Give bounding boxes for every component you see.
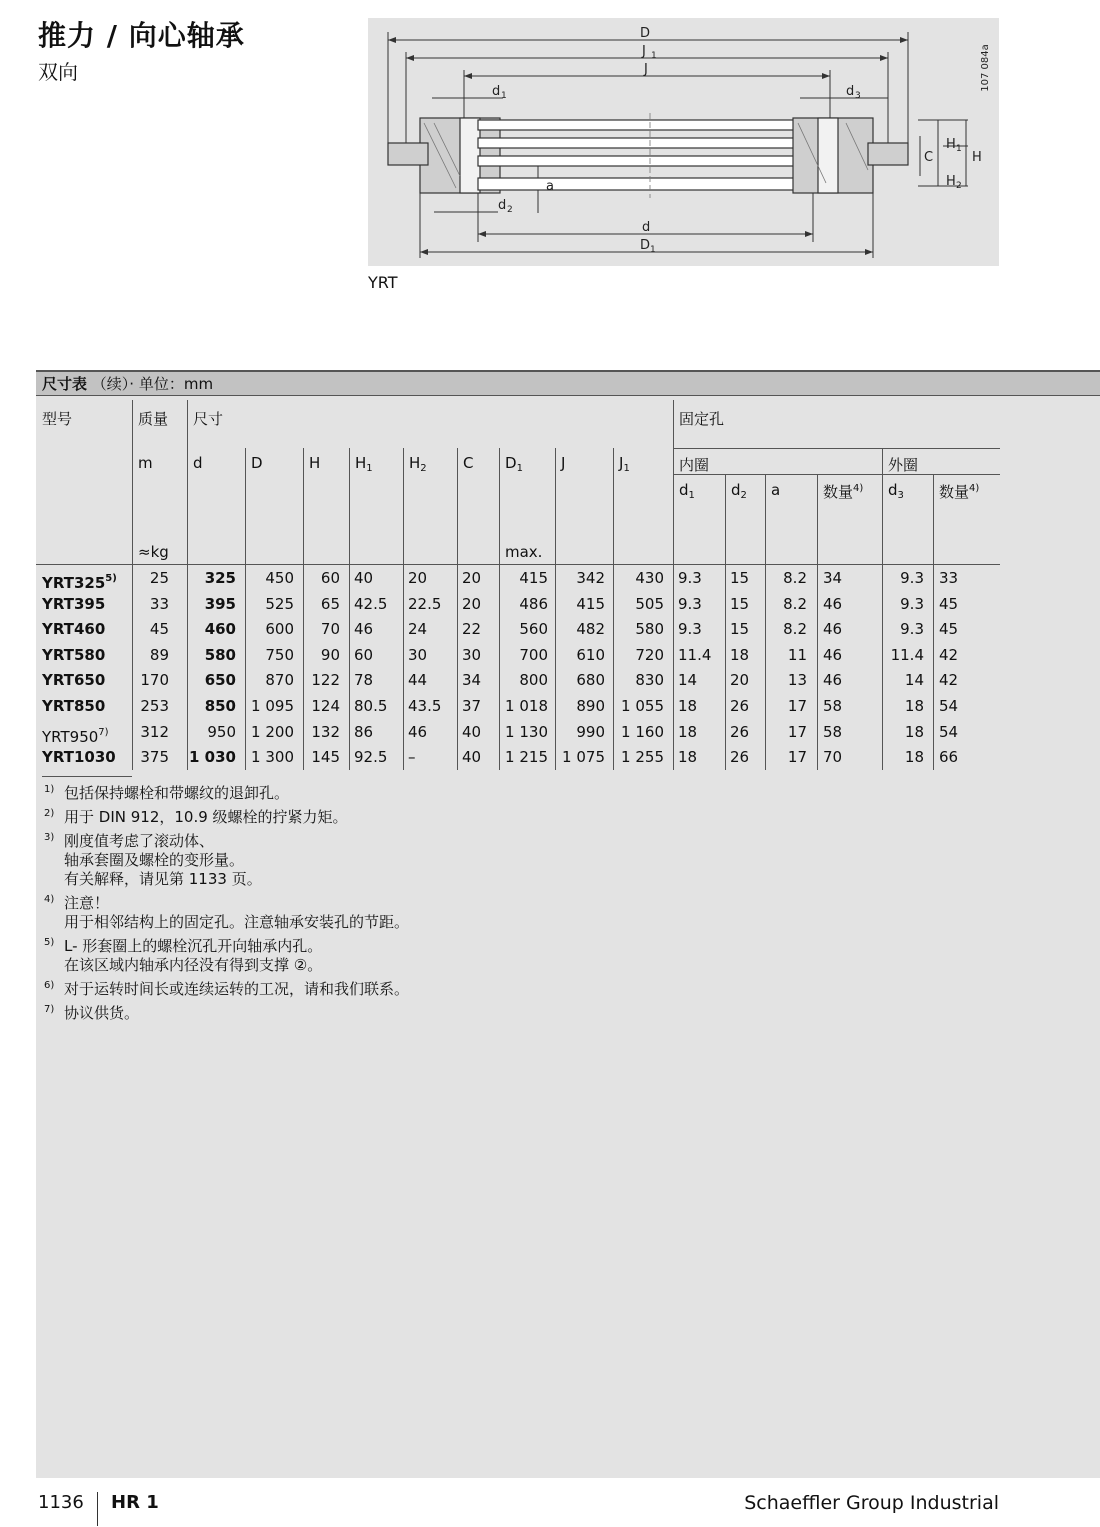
drawing-label-J: J (644, 62, 648, 77)
footnote-mark: 5) (44, 937, 55, 948)
table-row (36, 720, 1000, 745)
page-title: 推力 / 向心轴承 (38, 19, 245, 52)
footnote-line: 协议供货。 (64, 1004, 140, 1022)
cell-in-qty: 58 (823, 722, 843, 741)
cell-m: 89 (149, 645, 169, 664)
cell-d2: 15 (730, 569, 750, 587)
cell-H2: 20 (408, 569, 428, 587)
cell-H: 132 (311, 722, 340, 741)
table-row (36, 566, 1000, 591)
cell-J1: 505 (635, 594, 664, 613)
cell-d2: 15 (730, 594, 750, 613)
footnote-line: 在该区域内轴承内径没有得到支撑 ②。 (64, 956, 323, 974)
header-mass: 质量 (138, 410, 169, 428)
cell-D1: 800 (519, 671, 548, 690)
cell-a: 8.2 (783, 594, 807, 613)
footnote-line: 注意！ (64, 894, 110, 912)
page-subtitle: 双向 (38, 60, 78, 84)
cell-in-qty: 46 (823, 645, 843, 664)
cell-D: 870 (265, 671, 294, 690)
header-H2: $H_2$ (409, 454, 427, 474)
cell-C: 30 (462, 645, 482, 664)
cell-C: 37 (462, 697, 482, 715)
header-outer-qty: 数量$^{4)}$ (939, 483, 980, 501)
table-row (36, 643, 1000, 668)
cell-D1: 1 130 (505, 722, 548, 741)
cell-J1: 830 (635, 671, 664, 690)
cell-D: 1 300 (251, 748, 294, 767)
cell-in-qty: 70 (823, 748, 843, 767)
cell-a: 8.2 (783, 620, 807, 639)
footnote-line: 用于 DIN 912，10.9 级螺栓的拧紧力矩。 (64, 808, 348, 826)
footnote-line: 刚度值考虑了滚动体、 (64, 832, 215, 850)
cell-d1: 9.3 (678, 569, 702, 587)
cell-d2: 18 (730, 645, 750, 664)
drawing-label-d2: d (498, 198, 507, 213)
drawing-label-C: C (924, 150, 934, 165)
header-inner-d1: $d_1$ (679, 481, 695, 501)
header-C: C (463, 454, 474, 472)
cell-J: 990 (576, 722, 605, 741)
cell-a: 11 (787, 645, 807, 664)
footnotes (42, 784, 942, 1028)
cell-H1: 40 (354, 569, 374, 587)
cell-d1: 9.3 (678, 594, 702, 613)
cell-d3: 18 (904, 748, 924, 767)
drawing-label-d1-sub: 1 (501, 91, 507, 101)
header-m: m (138, 454, 153, 472)
cell-d2: 20 (730, 671, 750, 690)
cell-in-qty: 46 (823, 620, 843, 639)
header-inner-ring: 内圈 (679, 456, 710, 474)
cell-d1: 14 (678, 671, 698, 690)
footnote (42, 980, 942, 999)
cell-a: 8.2 (783, 569, 807, 587)
cell-m: 312 (140, 722, 169, 741)
footnote-line: 对于运转时间长或连续运转的工况，请和我们联系。 (64, 980, 410, 998)
footnote-mark: 7) (44, 1004, 55, 1015)
footnote (42, 894, 942, 932)
cell-H: 122 (311, 671, 340, 690)
cell-d2: 26 (730, 697, 750, 715)
footnote-mark: 4) (44, 894, 55, 905)
cell-H1: 78 (354, 671, 374, 690)
cell-m: 375 (140, 748, 169, 767)
cell-H: 70 (320, 620, 340, 639)
cell-J1: 1 255 (621, 748, 664, 767)
drawing-label-D: D (640, 26, 651, 41)
footer-divider (97, 1492, 98, 1526)
drawing-label-d2-sub: 2 (507, 205, 513, 215)
cell-d3: 11.4 (890, 645, 924, 664)
header-inner-qty: 数量$^{4)}$ (823, 483, 864, 501)
cell-d: 650 (204, 671, 236, 690)
cell-J: 415 (576, 594, 605, 613)
cell-d: 325 (204, 569, 236, 587)
footnote-line: 有关解释，请见第 1133 页。 (64, 870, 262, 888)
footnote-line: 轴承套圈及螺栓的变形量。 (64, 851, 245, 869)
cell-d3: 18 (904, 722, 924, 741)
footnote-mark: 3) (44, 832, 55, 843)
cell-H: 60 (320, 569, 340, 587)
cell-m: 33 (149, 594, 169, 613)
footnote (42, 1004, 942, 1023)
cell-designation: YRT1030 (42, 748, 116, 767)
drawing-label-H1: H (946, 137, 956, 152)
drawing-label-H2-sub: 2 (956, 181, 962, 191)
cell-J1: 430 (635, 569, 664, 587)
cell-J1: 720 (635, 645, 664, 664)
cell-D1: 1 018 (505, 697, 548, 715)
brand-name: Schaeffler Group Industrial (744, 1492, 999, 1514)
table-caption-title: 尺寸表 (42, 375, 88, 393)
table-caption (36, 370, 1100, 396)
cell-a: 17 (787, 697, 807, 715)
header-D1: $D_1$ (505, 454, 523, 474)
footnote (42, 937, 942, 975)
cell-d1: 18 (678, 748, 698, 767)
page-footer (0, 1478, 1100, 1527)
drawing-label-H: H (972, 150, 982, 165)
cell-H: 90 (320, 645, 340, 664)
cell-in-qty: 46 (823, 594, 843, 613)
cell-in-qty: 58 (823, 697, 843, 715)
cell-out-qty: 54 (939, 697, 959, 715)
cell-m: 45 (149, 620, 169, 639)
cell-J1: 1 055 (621, 697, 664, 715)
cell-H2: – (408, 748, 416, 767)
cell-a: 17 (787, 722, 807, 741)
cell-m: 170 (140, 671, 169, 690)
drawing-label-d3-sub: 3 (855, 91, 861, 101)
cell-out-qty: 54 (939, 722, 959, 741)
cell-d1: 18 (678, 697, 698, 715)
header-designation: 型号 (42, 410, 73, 428)
footnote-line: L- 形套圈上的螺栓沉孔开向轴承内孔。 (64, 937, 323, 955)
cell-H2: 43.5 (408, 697, 442, 715)
drawing-label-H2: H (946, 174, 956, 189)
footnote-line: 用于相邻结构上的固定孔。注意轴承安装孔的节距。 (64, 913, 410, 931)
header-outer-ring: 外圈 (888, 456, 919, 474)
dimension-table (36, 396, 1100, 776)
cell-C: 34 (462, 671, 482, 690)
cell-d2: 26 (730, 722, 750, 741)
cell-d: 1 030 (189, 748, 236, 767)
header-fixing-holes: 固定孔 (679, 410, 725, 428)
cell-J: 482 (576, 620, 605, 639)
cell-C: 40 (462, 748, 482, 767)
cell-C: 22 (462, 620, 482, 639)
cell-d3: 9.3 (900, 594, 924, 613)
drawing-label-d3: d (846, 84, 855, 99)
cell-designation: YRT460 (42, 620, 106, 639)
table-row (36, 694, 1000, 719)
cell-C: 20 (462, 569, 482, 587)
drawing-label-D1-sub: 1 (650, 245, 656, 255)
cell-H: 124 (311, 697, 340, 715)
header-J1: $J_1$ (619, 454, 630, 474)
cell-J: 680 (576, 671, 605, 690)
cell-d1: 9.3 (678, 620, 702, 639)
bearing-drawing (368, 18, 999, 266)
footnote (42, 784, 942, 803)
drawing-label-J1: J (642, 44, 646, 59)
header-m-unit: ≈kg (138, 543, 169, 561)
drawing-label-a: a (546, 179, 554, 194)
cell-d3: 14 (904, 671, 924, 690)
cell-H2: 46 (408, 722, 428, 741)
cell-in-qty: 46 (823, 671, 843, 690)
cell-H: 145 (311, 748, 340, 767)
header-d: d (193, 454, 203, 472)
header-D: D (251, 454, 263, 472)
cell-J: 890 (576, 697, 605, 715)
cell-D: 450 (265, 569, 294, 587)
cell-m: 253 (140, 697, 169, 715)
cell-D1: 1 215 (505, 748, 548, 767)
cell-d1: 11.4 (678, 645, 712, 664)
cell-d3: 18 (904, 697, 924, 715)
header-outer-d3: $d_3$ (888, 481, 904, 501)
cell-designation: YRT650 (42, 671, 106, 690)
cell-d2: 26 (730, 748, 750, 767)
footnote-mark: 1) (44, 784, 55, 795)
cell-H1: 80.5 (354, 697, 388, 715)
cell-designation: YRT325$^{5)}$ (42, 573, 117, 592)
cell-designation: YRT580 (42, 645, 106, 664)
cell-D: 525 (265, 594, 294, 613)
footnote (42, 832, 942, 889)
cell-d: 395 (204, 594, 236, 613)
cell-D1: 486 (519, 594, 548, 613)
drawing-label-d1: d (492, 84, 501, 99)
cell-d2: 15 (730, 620, 750, 639)
cell-d1: 18 (678, 722, 698, 741)
cell-D1: 560 (519, 620, 548, 639)
cell-H1: 60 (354, 645, 374, 664)
cell-designation: YRT850 (42, 697, 106, 715)
cell-d3: 9.3 (900, 620, 924, 639)
cell-H2: 24 (408, 620, 428, 639)
header-inner-a: a (771, 481, 781, 499)
page-number: 1136 (38, 1492, 84, 1513)
cell-out-qty: 45 (939, 620, 959, 639)
cell-D1: 700 (519, 645, 548, 664)
cell-H: 65 (320, 594, 340, 613)
cell-out-qty: 42 (939, 671, 959, 690)
cell-m: 25 (149, 569, 169, 587)
footnote-rule (42, 776, 132, 777)
dimension-table-panel (36, 370, 1100, 1478)
publication-code: HR 1 (111, 1492, 159, 1513)
drawing-code: 107 084a (980, 44, 991, 92)
header-J: J (561, 454, 566, 472)
drawing-label-d: d (642, 220, 651, 235)
drawing-label-H1-sub: 1 (956, 144, 962, 154)
cell-d: 950 (207, 722, 236, 741)
cell-J: 342 (576, 569, 605, 587)
cell-D: 1 200 (251, 722, 294, 741)
footnote-mark: 2) (44, 808, 55, 819)
cell-H2: 22.5 (408, 594, 442, 613)
cell-a: 17 (787, 748, 807, 767)
cell-out-qty: 66 (939, 748, 959, 767)
cell-designation: YRT950$^{7)}$ (42, 726, 109, 746)
cell-out-qty: 33 (939, 569, 959, 587)
cell-d: 580 (204, 645, 236, 664)
footnote-line: 包括保持螺栓和带螺纹的退卸孔。 (64, 784, 290, 802)
cell-H1: 42.5 (354, 594, 388, 613)
header-H1: $H_1$ (355, 454, 373, 474)
cell-J: 1 075 (562, 748, 605, 767)
cell-D1: 415 (519, 569, 548, 587)
cell-H1: 46 (354, 620, 374, 639)
cell-H2: 44 (408, 671, 428, 690)
cell-designation: YRT395 (42, 594, 106, 613)
cell-a: 13 (787, 671, 807, 690)
cell-J1: 580 (635, 620, 664, 639)
footnote (42, 808, 942, 827)
table-row (36, 668, 1000, 693)
cell-in-qty: 34 (823, 569, 843, 587)
cell-out-qty: 45 (939, 594, 959, 613)
cell-J1: 1 160 (621, 722, 664, 741)
cell-H1: 92.5 (354, 748, 388, 767)
drawing-label-D1: D (640, 238, 651, 253)
table-caption-unit: （续）· 单位：mm (91, 375, 214, 393)
table-row (36, 745, 1000, 770)
cell-H1: 86 (354, 722, 374, 741)
header-D1-note: max. (505, 543, 543, 561)
cell-J: 610 (576, 645, 605, 664)
cell-out-qty: 42 (939, 645, 959, 664)
cell-d3: 9.3 (900, 569, 924, 587)
header-inner-d2: $d_2$ (731, 481, 747, 501)
table-row (36, 617, 1000, 642)
cell-D: 1 095 (251, 697, 294, 715)
cell-C: 40 (462, 722, 482, 741)
footnote-mark: 6) (44, 980, 55, 991)
table-row (36, 592, 1000, 617)
cell-D: 750 (265, 645, 294, 664)
header-dimensions: 尺寸 (193, 410, 224, 428)
cell-H2: 30 (408, 645, 428, 664)
cell-d: 850 (204, 697, 236, 715)
header-H: H (309, 454, 321, 472)
cell-d: 460 (204, 620, 236, 639)
cell-D: 600 (265, 620, 294, 639)
figure-caption: YRT (368, 273, 398, 292)
cell-C: 20 (462, 594, 482, 613)
drawing-label-J1-sub: 1 (651, 51, 657, 61)
